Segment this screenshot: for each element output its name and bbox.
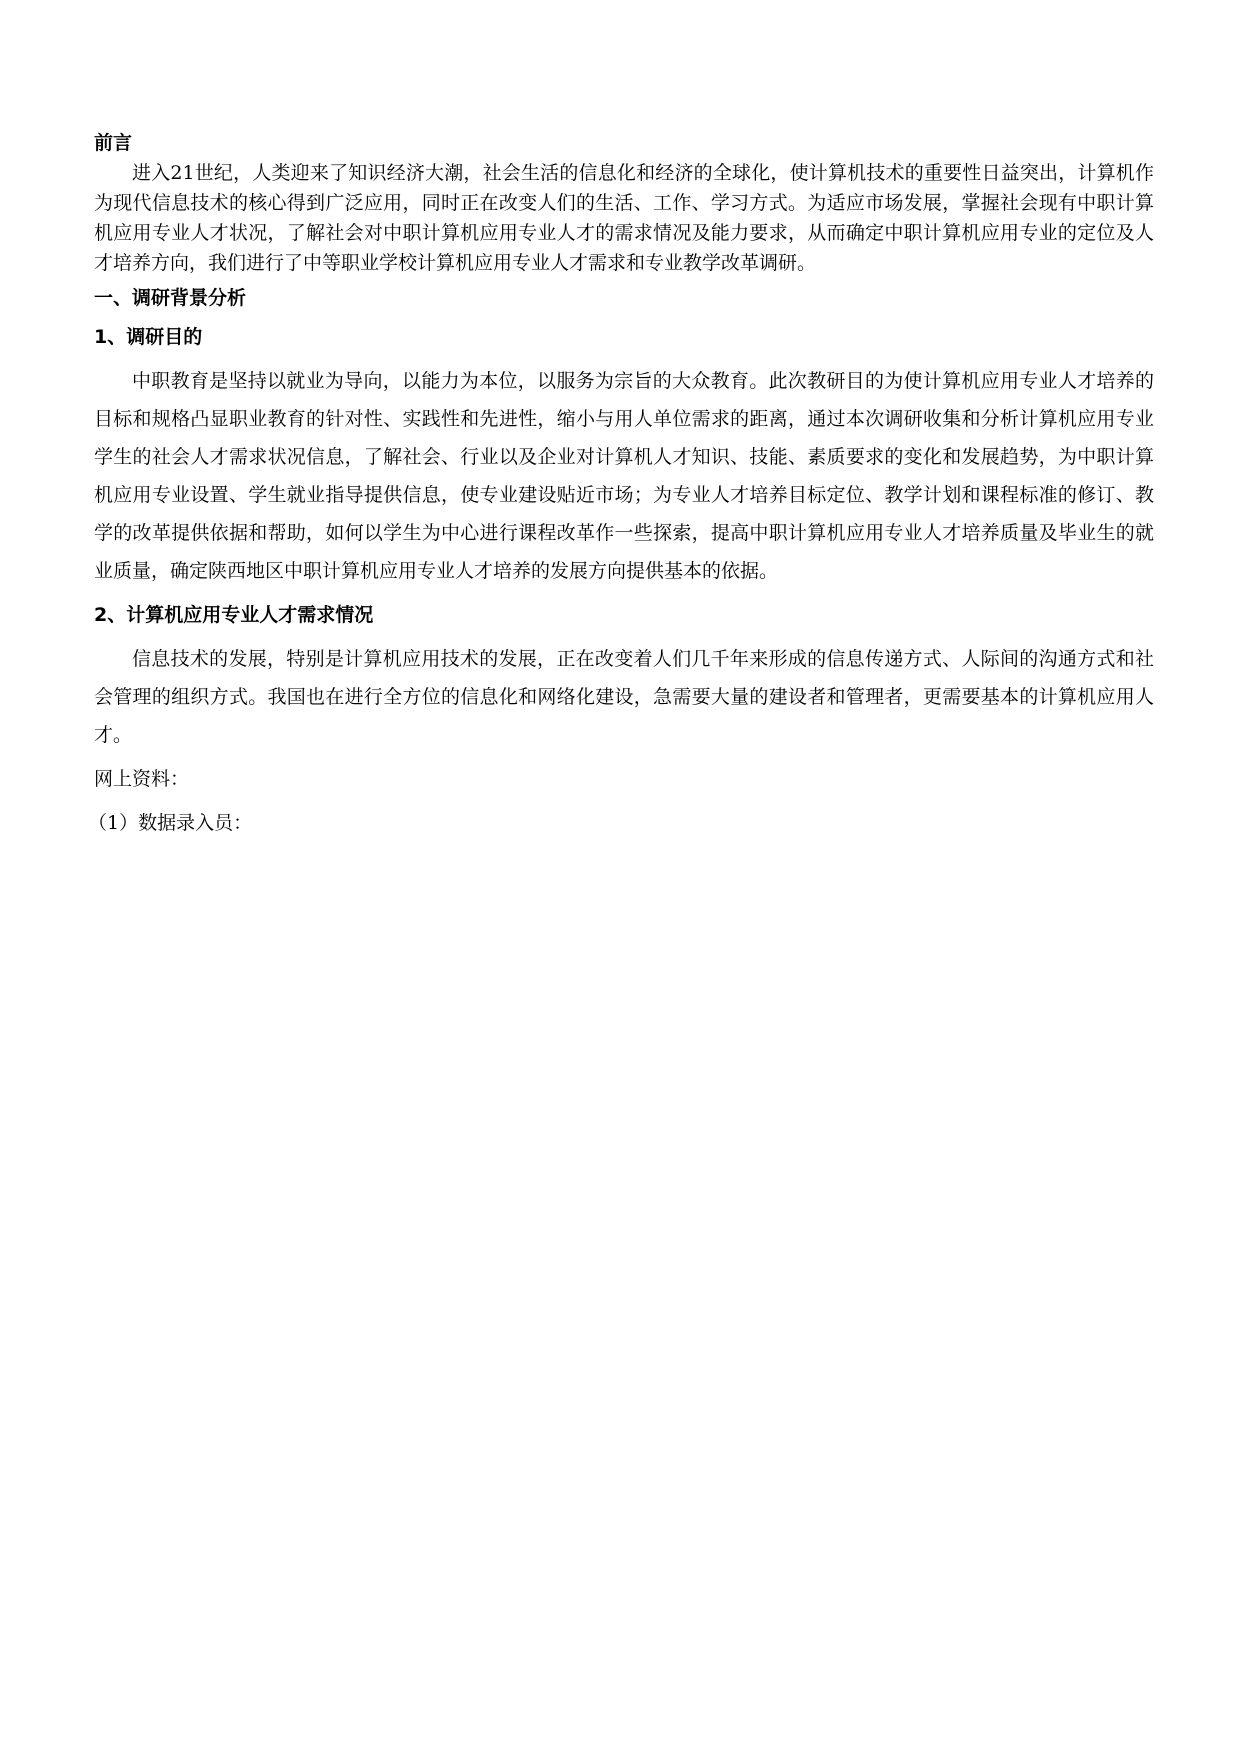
subsection-2-heading: 2、计算机应用专业人才需求情况 (94, 604, 374, 626)
preface-heading: 前言 (94, 132, 133, 154)
list-item: （1）数据录入员： (88, 812, 253, 834)
subsection-1-heading: 1、调研目的 (94, 326, 203, 348)
preface-paragraph: 进入21世纪，人类迎来了知识经济大潮，社会生活的信息化和经济的全球化，使计算机技术的重要性日益突出，计算机作为现代信息技术的核心得到广泛应用，同时正在改变人们的生活、工作、学习方式。为适应市场发展，掌握社会现有中职计算机应用专业人才状况，了解社会对中职计算机应用专业人才的需求情况及能力要求，从而确定中职计算机应用专业的定位及人才培养方向，我们进行了中等职业学校计算机应用专业人才需求和专业教学改革调研。 (94, 162, 1154, 274)
subsection-2-paragraph: 信息技术的发展，特别是计算机应用技术的发展，正在改变着人们几千年来形成的信息传递方式、人际间的沟通方式和社会管理的组织方式。我国也在进行全方位的信息化和网络化建设，急需要大量的建设者和管理者，更需要基本的计算机应用人才。 (94, 648, 1154, 746)
section-1-heading: 一、调研背景分析 (94, 287, 247, 309)
online-materials-label: 网上资料： (94, 768, 190, 790)
document-page (88, 128, 1154, 842)
subsection-1-paragraph: 中职教育是坚持以就业为导向，以能力为本位，以服务为宗旨的大众教育。此次教研目的为使计算机应用专业人才培养的目标和规格凸显职业教育的针对性、实践性和先进性，缩小与用人单位需求的距离，通过本次调研收集和分析计算机应用专业学生的社会人才需求状况信息，了解社会、行业以及企业对计算机人才知识、技能、素质要求的变化和发展趋势，为中职计算机应用专业设置、学生就业指导提供信息，使专业建设贴近市场；为专业人才培养目标定位、教学计划和课程标准的修订、教学的改革提供依据和帮助，如何以学生为中心进行课程改革作一些探索，提高中职计算机应用专业人才培养质量及毕业生的就业质量，确定陕西地区中职计算机应用专业人才培养的发展方向提供基本的依据。 (94, 370, 1154, 582)
